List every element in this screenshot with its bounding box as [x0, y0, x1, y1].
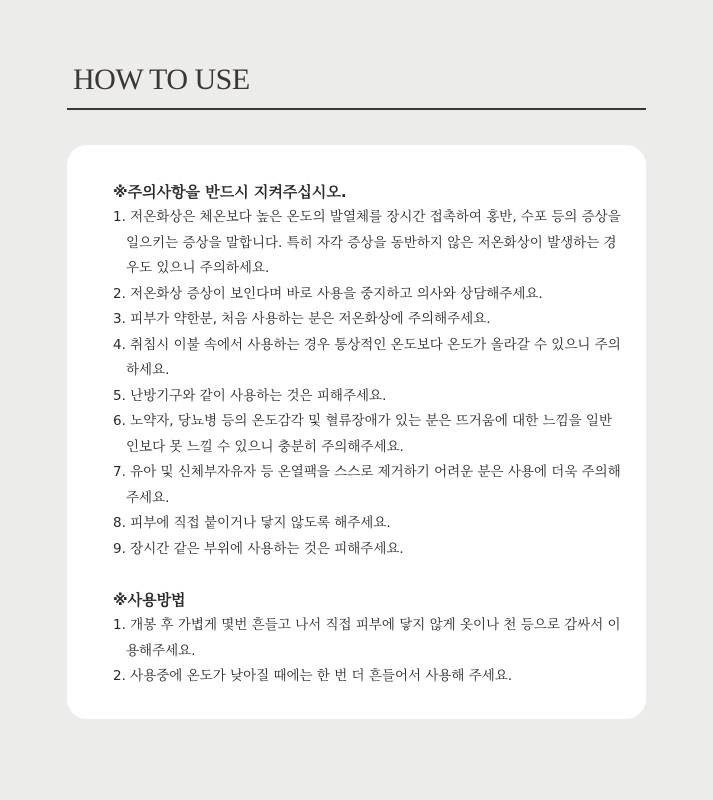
precaution-item-7: 7. 유아 및 신체부자유자 등 온열팩을 스스로 제거하기 어려운 분은 사용에 더욱 주의해주세요. [113, 464, 621, 506]
precaution-item-1: 1. 저온화상은 체온보다 높은 온도의 발열체를 장시간 접촉하여 홍반, 수포 등의 증상을 일으키는 증상을 말합니다. 특히 자각 증상을 동반하지 않은 저온화상이 발생하는 경우도 있으니 주의하세요. [113, 209, 621, 276]
page-title: HOW TO USE [73, 63, 250, 96]
precaution-item-9: 9. 장시간 같은 부위에 사용하는 것은 피해주세요. [113, 540, 404, 557]
precaution-item-4: 4. 취침시 이불 속에서 사용하는 경우 통상적인 온도보다 온도가 올라갈 수 있으니 주의하세요. [113, 336, 621, 378]
precautions-list [113, 205, 623, 562]
precaution-item-3: 3. 피부가 약한분, 처음 사용하는 분은 저온화상에 주의해주세요. [113, 311, 491, 327]
section-spacer [113, 562, 623, 587]
precaution-item-8: 8. 피부에 직접 붙이거나 닿지 않도록 해주세요. [113, 515, 391, 531]
instructions-content [113, 179, 623, 690]
usage-item-1: 1. 개봉 후 가볍게 몇번 흔들고 나서 직접 피부에 닿지 않게 옷이나 천 등으로 감싸서 이용해주세요. [113, 617, 621, 659]
precaution-item-5: 5. 난방기구와 같이 사용하는 것은 피해주세요. [113, 387, 387, 404]
precaution-item-6: 6. 노약자, 당뇨병 등의 온도감각 및 혈류장애가 있는 분은 뜨거움에 대한 느낌을 일반인보다 못 느낄 수 있으니 충분히 주의해주세요. [113, 413, 613, 455]
usage-item-2: 2. 사용중에 온도가 낮아질 때에는 한 번 더 흔들어서 사용해 주세요. [113, 668, 513, 684]
precaution-item-2: 2. 저온화상 증상이 보인다며 바로 사용을 중지하고 의사와 상담해주세요. [113, 285, 543, 302]
precautions-heading: ※주의사항을 반드시 지켜주십시오. [113, 183, 347, 201]
usage-heading: ※사용방법 [113, 591, 186, 609]
usage-list [113, 613, 623, 690]
instructions-card [67, 145, 646, 719]
title-divider [67, 108, 646, 110]
